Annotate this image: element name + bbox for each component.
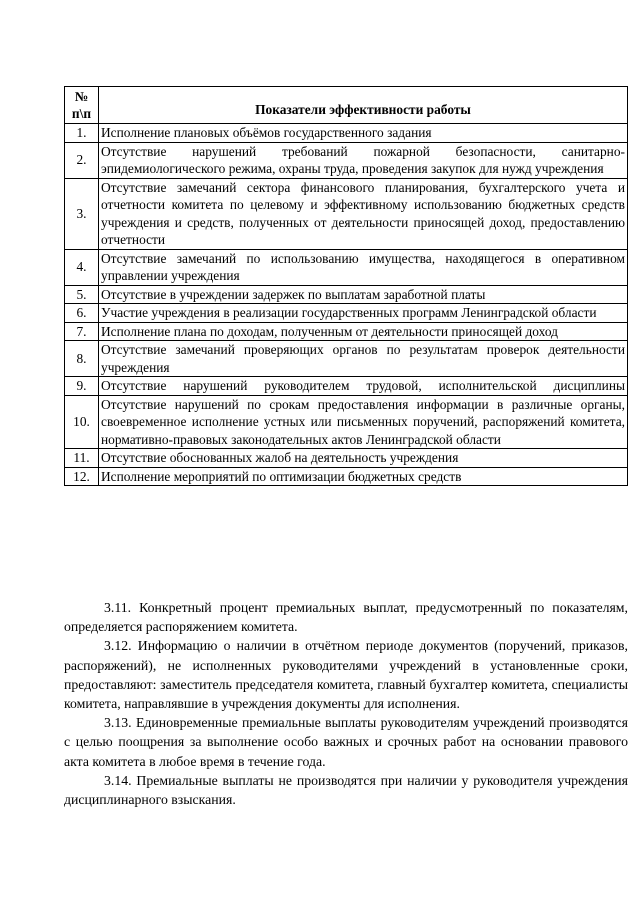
row-text: Отсутствие нарушений требований пожарной безопасности, санитарно-эпидемиологического режима, охраны труда, проведения закупок для нужд учреждения <box>99 142 628 178</box>
table-row <box>65 285 628 304</box>
row-text: Отсутствие нарушений руководителем трудовой, исполнительской дисциплины <box>99 377 628 396</box>
row-number: 4. <box>65 249 99 285</box>
row-number: 7. <box>65 322 99 341</box>
row-number: 3. <box>65 178 99 249</box>
row-text: Отсутствие в учреждении задержек по выплатам заработной платы <box>99 285 628 304</box>
row-text: Отсутствие замечаний сектора финансового планирования, бухгалтерского учета и отчетности комитета по целевому и эффективному использованию бюджетных средств учреждения и средств, полученных от деятельности приносящей доход, предоставлению отчетности <box>99 178 628 249</box>
row-text: Исполнение плановых объёмов государственного задания <box>99 124 628 143</box>
row-text: Исполнение плана по доходам, полученным от деятельности приносящей доход <box>99 322 628 341</box>
row-number: 1. <box>65 124 99 143</box>
paragraph-3-11: 3.11. Конкретный процент премиальных выплат, предусмотренный по показателям, определяется распоряжением комитета. <box>64 600 628 635</box>
paragraph-3-12: 3.12. Информацию о наличии в отчётном периоде документов (поручений, приказов, распоряжений), не исполненных руководителями учреждений в установленные сроки, предоставляют: заместитель председателя комитета, главный бухгалтер комитета, специалисты комитета, направлявшие в учреждения документы для исполнения. <box>64 638 628 712</box>
paragraph-3-14: 3.14. Премиальные выплаты не производятся при наличии у руководителя учреждения дисциплинарного взыскания. <box>64 772 628 808</box>
table-row <box>65 124 628 143</box>
body-text <box>64 598 628 809</box>
header-indicators: Показатели эффективности работы <box>99 87 628 124</box>
row-text: Отсутствие нарушений по срокам предоставления информации в различные органы, своевременное исполнение устных или письменных поручений, распоряжений комитета, нормативно-правовых законодательных актов Ленинградской области <box>99 395 628 449</box>
row-number: 5. <box>65 285 99 304</box>
row-number: 10. <box>65 395 99 449</box>
row-text: Участие учреждения в реализации государственных программ Ленинградской области <box>99 304 628 323</box>
row-number: 8. <box>65 341 99 377</box>
row-number: 12. <box>65 467 99 486</box>
row-number: 6. <box>65 304 99 323</box>
table-row <box>65 467 628 486</box>
table-row <box>65 377 628 396</box>
table-row <box>65 322 628 341</box>
row-number: 11. <box>65 449 99 468</box>
table-row <box>65 142 628 178</box>
table-row <box>65 304 628 323</box>
row-text: Отсутствие замечаний проверяющих органов по результатам проверок деятельности учреждения <box>99 341 628 377</box>
row-text: Отсутствие замечаний по использованию имущества, находящегося в оперативном управлении учреждения <box>99 249 628 285</box>
row-number: 9. <box>65 377 99 396</box>
row-number: 2. <box>65 142 99 178</box>
table-row <box>65 449 628 468</box>
table-row <box>65 178 628 249</box>
table-row <box>65 249 628 285</box>
table-header-row <box>65 87 628 124</box>
table-row <box>65 395 628 449</box>
table-row <box>65 341 628 377</box>
paragraph-3-13: 3.13. Единовременные премиальные выплаты руководителям учреждений производятся с целью поощрения за выполнение особо важных и срочных работ на основании правового акта комитета в любое время в течение года. <box>64 715 628 769</box>
row-text: Отсутствие обоснованных жалоб на деятельность учреждения <box>99 449 628 468</box>
header-number: № п\п <box>65 87 99 124</box>
performance-indicators-table <box>64 86 628 486</box>
row-text: Исполнение мероприятий по оптимизации бюджетных средств <box>99 467 628 486</box>
